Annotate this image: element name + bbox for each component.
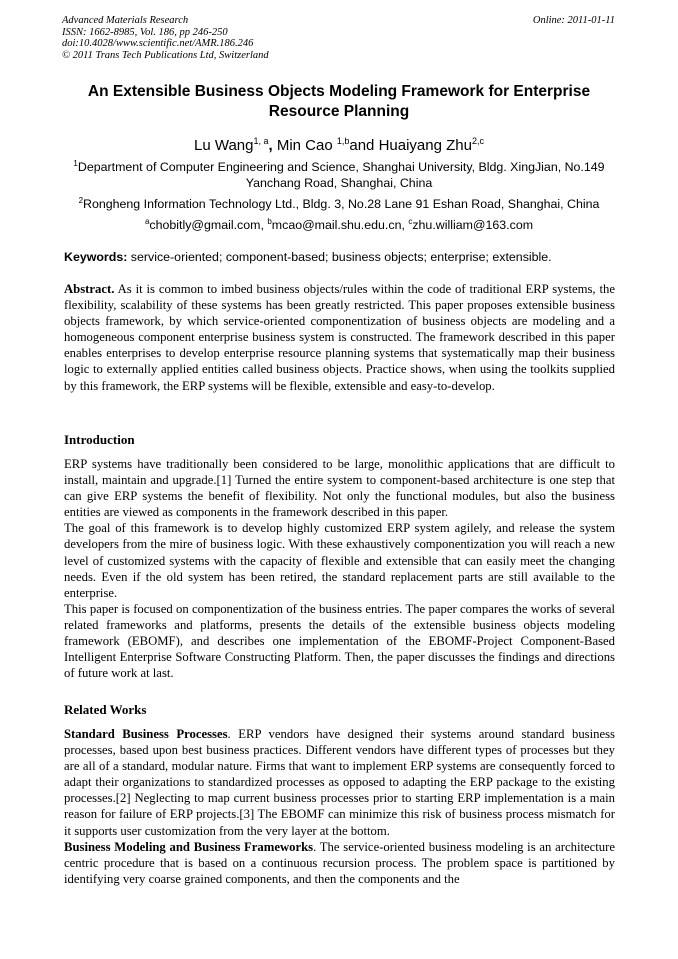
section-heading-introduction: Introduction xyxy=(64,432,135,447)
author-superscript: 2,c xyxy=(471,136,484,146)
affiliation-text: Yanchang Road, Shanghai, China xyxy=(245,176,433,190)
affiliation-text: Rongheng Information Technology Ltd., Bldg. 3, No.28 Lane 91 Eshan Road, Shanghai, China xyxy=(83,197,600,211)
email-address: chobitly@gmail.com, xyxy=(149,218,268,232)
affiliation-text: Department of Computer Engineering and Science, Shanghai University, Bldg. XingJian, No.149 xyxy=(77,160,605,174)
journal-name: Advanced Materials Research xyxy=(62,15,189,26)
abstract-text: As it is common to imbed business objects/rules within the code of traditional ERP systems, the flexibility, scalability of these systems has been greatly restricted. This paper proposes extensible business objects framework, by which service-oriented componentization of business objects are modeling and a homogeneous component enterprise business system is constructed. The framework described in this paper enables enterprises to develop enterprise resource planning systems that systematically map their business logic to externally applied entities called business objects. Practice shows, when using the toolkits supplied by this framework, the ERP systems will be flexible, extensible and easy-to-develop. xyxy=(64,282,615,393)
paragraph: The goal of this framework is to develop highly customized ERP system agilely, and release the system developers from the mire of business logic. With these exhaustively componentization you will reach a new level of customized systems with the capacity of flexible and extensible that can easily meet the changing needs. Even if the old system has been retired, the standard replacement parts are still available to the enterprise. xyxy=(64,521,615,600)
author-name: Min Cao xyxy=(276,137,333,154)
affiliation-marker: 1 xyxy=(73,159,78,168)
keywords xyxy=(64,249,616,265)
paragraph: This paper is focused on componentization of the business entries. The paper compares the works of several related frameworks and platforms, presents the details of the extensible business objects modeling framework (EBOMF), and describes one implementation of the EBOMF-Project Component-Based Intelligent Enterprise Software Constructing Platform. Then, the paper discusses the findings and directions of future work at last. xyxy=(64,601,615,681)
online-date: Online: 2011-01-11 xyxy=(532,15,615,26)
run-in-heading: Standard Business Processes xyxy=(64,727,228,741)
keywords-text: service-oriented; component-based; business objects; enterprise; extensible. xyxy=(127,250,552,264)
email-address: zhu.william@163.com xyxy=(412,218,534,232)
doi-line: doi:10.4028/www.scientific.net/AMR.186.246 xyxy=(62,38,254,50)
introduction-body xyxy=(64,456,615,681)
issn-line: ISSN: 1662-8985, Vol. 186, pp 246-250 xyxy=(62,26,228,38)
email-marker: b xyxy=(267,217,272,226)
paragraph xyxy=(64,726,615,839)
affiliation-2 xyxy=(62,193,616,212)
email-address: mcao@mail.shu.edu.cn, xyxy=(271,218,409,232)
keywords-label: Keywords: xyxy=(64,250,128,264)
author-list xyxy=(62,131,616,156)
journal-header xyxy=(62,15,269,61)
author-superscript: 1, a xyxy=(253,136,269,146)
run-in-heading: Business Modeling and Business Frameworks xyxy=(64,839,314,854)
related-works-body xyxy=(64,726,615,887)
email-marker: a xyxy=(144,217,150,226)
affiliation-marker: 2 xyxy=(78,196,84,205)
abstract xyxy=(64,281,615,394)
author-name: Huaiyang Zhu xyxy=(378,137,472,154)
paragraph: ERP systems have traditionally been considered to be large, monolithic applications that are difficult to install, maintain and upgrade.[1] Turned the entire system to component-based architecture is one step that can give ERP systems the benefit of flexibility. Not only the functional modules, but also the business entities are viewed as components in the framework described in this paper. xyxy=(64,457,615,520)
paragraph-text: . The service-oriented business modeling is an architecture centric procedure that is based on a continuous recursion process. The problem space is partitioned by identifying very coarse grained components, and then the components and the xyxy=(64,839,616,886)
email-marker: c xyxy=(408,217,413,226)
abstract-label: Abstract. xyxy=(64,282,115,296)
author-separator: and xyxy=(349,137,375,154)
author-separator: , xyxy=(268,137,273,154)
section-heading-related-works: Related Works xyxy=(64,702,147,717)
paragraph xyxy=(64,839,615,887)
paragraph-text: . ERP vendors have designed their systems around standard business processes, based upon best business practices. Different vendors have different types of processes but they are all of a standard, modular nature. Firms that want to implement ERP systems are consequently forced to adapt their organizations to standardized processes as opposed to adapting the ERP package to the existing processes.[2] Neglecting to map current business processes prior to starting ERP implementation is a main reason for failure of ERP projects.[3] The EBOMF can minimize this risk of business process mismatch for it supports user customization from the very layer at the bottom. xyxy=(64,727,615,838)
author-name: Lu Wang xyxy=(193,137,254,154)
email-line xyxy=(62,214,616,233)
copyright-line: © 2011 Trans Tech Publications Ltd, Switzerland xyxy=(62,49,269,61)
affiliation-1 xyxy=(62,156,616,191)
title-line-1: An Extensible Business Objects Modeling Framework for Enterprise xyxy=(87,83,591,100)
title-line-2: Resource Planning xyxy=(268,103,410,120)
paper-title xyxy=(62,82,616,122)
author-superscript: 1,b xyxy=(336,136,350,146)
